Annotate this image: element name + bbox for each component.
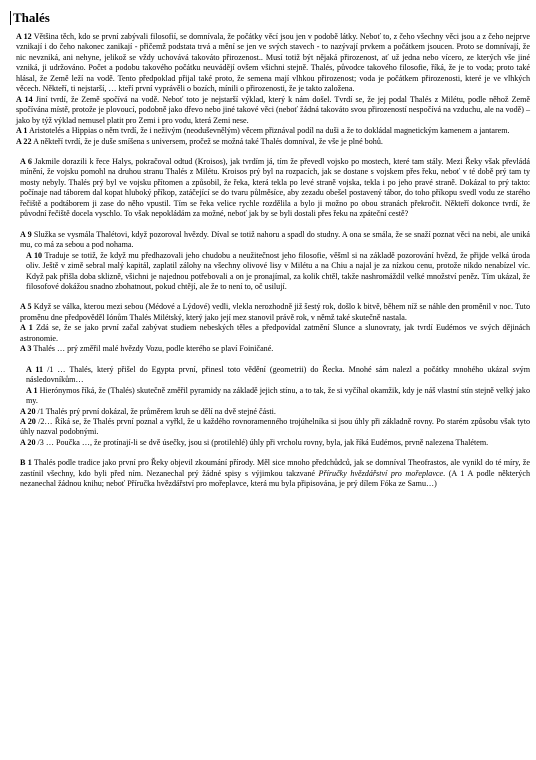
paragraph-text: … Thalés, který přišel do Egypta první, přinesl toto vědění (geometrii) do Řecka. Mnohé sám nalezl a počátky mnohého ukázal svým následovníkům… (26, 364, 530, 385)
paragraph-gap (10, 220, 530, 230)
paragraph-a20-3 (10, 438, 530, 448)
paragraph-a22 (10, 137, 530, 147)
fragment-ref: A 1 (26, 385, 38, 395)
fragment-ref-suffix: /2… (38, 416, 53, 426)
fragment-ref-suffix: /1 (37, 406, 44, 416)
paragraph-text: Traduje se totiž, že když mu předhazovali jeho chudobu a neužitečnost jeho filosofie, věšml si na základě pozorování hvězd, že přijde velká úroda oliv. Ještě v zimě sebral malý kapitál, zaplatil zálohy na všechny olivové lisy v Milétu a na Chiu a najal je za nízkou cenu, protože nikdo nenabízel víc. Když pak přišla doba sklizně, všichni je najednou potřebovali a on je pronajímal, za kolik chtěl, takže nashromáždil velké množství peněz. Tím ukázal, že filosofové dokážou snadno zbohatnout, pokud chtějí, ale že to není to, oč usilují. (26, 250, 530, 291)
fragment-ref: A 20 (20, 406, 36, 416)
fragment-ref: A 22 (16, 136, 32, 146)
fragment-ref: A 11 (26, 364, 44, 374)
paragraph-text: Služka se vysmála Thalétovi, když pozoroval hvězdy. Díval se totiž nahoru a spadl do studny. A ona se smála, že se snaží poznat věci na nebi, ale uniká mu, co má za sebou a pod nohama. (20, 229, 530, 250)
fragment-ref: A 20 (20, 437, 36, 447)
paragraph-a11 (10, 365, 530, 386)
paragraph-text: Thalés podle tradice jako první pro Řeky objevil zkoumání přírody. Měl sice mnoho předchůdců, jak se domníval Theofrastos, ale vynikl do té míry, že zastínil všechny, kdo byli před ním. Nezanechal prý žádné spisy s výjimkou takzvané (20, 458, 530, 478)
paragraph-text: Hierónymos říká, že (Thalés) skutečně změřil pyramidy na základě jejich stínu, a to tak, že si vyčíhal okamžik, kdy je náš vlastní stín stejně velký jako my. (26, 385, 530, 406)
paragraph-text: Poučka …, že protínají-li se dvě úsečky, jsou si (protilehlé) úhly při vrcholu rovny, byla, jak říká Eudémos, prvně nalezena Thalétem. (56, 437, 489, 447)
paragraph-gap (10, 355, 530, 365)
paragraph-a10 (10, 251, 530, 293)
paragraph-a5 (10, 302, 530, 323)
fragment-ref: A 10 (26, 250, 43, 260)
fragment-ref-suffix: /3 … (37, 437, 54, 447)
paragraph-a1-pyramids (10, 386, 530, 407)
paragraph-text: . (A 1 A podle některých nezanechal žádnou knihu; neboť Příručka hvězdářství pro mořeplavce, která mu byla připisována, je prý dílem Fóka ze Samu…) (20, 468, 530, 489)
paragraph-text: Většina těch, kdo se první zabývali filosofií, se domnívala, že počátky věcí jsou jen v podobě látky. Neboť to, z čeho všechny věci jsou a z čeho nejprve vznikají i do čeho nakonec zanikají - přičemž podstata trvá a mění se jen ve svých stavech - to nazývají prvkem a počátkem jsoucen. Proto se domnívají, že nic nevzniká, ani nehyne, jelikož se vždy uchovává takováto přirozenost.. Musí totiž být nějaká přirozenost, ať už jedna nebo vícero, ze kterých vše jiné vzniká, ji udržováno. Počet a podobu takového počátku neuvádějí ovšem všichni stejně. Thalés, původce takového filosofie, říká, že je to voda; proto také hlásal, že Země leží na vodě. Tento předpoklad přijal také proto, že semena mají vlhkou přirozenost; voda je počátkem přirozenosti, které je ve vlhkých věcech. Někteří, ti nejstarší, … kteří první vyprávěli o bozích, mínili o přirozenosti, že je takto založena. (16, 32, 530, 94)
paragraph-text: Jiní tvrdí, že Země spočívá na vodě. Neboť toto je nejstarší výklad, který k nám došel. Tvrdí se, že jej podal Thalés z Milétu, podle něhož Země spočívána místě, protože je plovoucí, podobně jako dřevo nebo jiné takové věci (neboť žádná takováto svou přirozeností nespočívá na vzduchu, ale na vodě) – jako by týž výklad nemusel platit pro Zemi i pro vodu, která Zemi nese. (16, 94, 530, 125)
fragment-ref: A 5 (20, 302, 32, 312)
paragraph-text: A někteří tvrdí, že je duše smíšena s universem, pročež se možná také Thalés domníval, že vše je plné bohů. (33, 136, 383, 146)
book-title: Příručky hvězdářství pro mořeplavce (318, 468, 444, 478)
paragraph-text: Když se válka, kterou mezi sebou (Médové a Lýdové) vedli, vlekla nerozhodně již šestý rok, došlo k bitvě, během níž se náhle den proměnil v noc. Tuto proměnu dne předpověděl Iónům Thalés Milétský, který jako její mez stanovil právě rok, v němž také skutečně nastala. (20, 302, 531, 322)
paragraph-gap (10, 147, 530, 157)
page-title: Thalés (13, 10, 50, 25)
paragraph-text: Thalés … prý změřil malé hvězdy Vozu, podle kterého se plaví Foiničané. (33, 344, 274, 354)
fragment-ref: A 20 (20, 416, 36, 426)
fragment-ref: A 9 (20, 229, 32, 239)
fragment-ref: A 14 (16, 94, 33, 104)
fragment-ref: A 3 (20, 344, 32, 354)
fragment-ref: A 6 (20, 156, 32, 166)
paragraph-a9 (10, 230, 530, 251)
paragraph-a1-astronomy (10, 323, 530, 344)
paragraph-a12 (10, 32, 530, 95)
paragraph-a1-soul (10, 126, 530, 136)
title-row (10, 0, 530, 32)
paragraph-text: Jakmile dorazili k řece Halys, pokračoval odtud (Kroisos), jak tvrdím já, tím že převedl vojsko po mostech, které tam stály. Mezi Řeky však převládá mínění, že vojsku pomohl na druhou stranu Thalés z Milétu. Kroisos prý byl na rozpacích, jak se dostane s vojskem přes řeku, neboť v té době prý tam ty mosty nebyly. Thalés prý byl ve vojsku přítomen a způsobil, že řeka, která tekla po levé straně vojska, tekla i po jeho pravé straně. Dokázal to prý takto: počínaje nad táborem dal kopat hluboký příkop, zatáčející se do tvaru půlměsíce, aby zezadu obešel postavený tábor, do toho příkopu svedl vodu ze starého řečiště a podtáborem ji zase do něho vpustil. Tím se řeka velice rychle rozdělila a bylo ji možno po obou stranách překročit. Někteří dokonce tvrdí, že původní řečiště docela vyschlo. To však nepokládám za možné, neboť jak by se byli dostali přes řeku na zpáteční cestě? (20, 156, 530, 219)
fragment-ref: A 1 (20, 323, 33, 333)
paragraph-text: Zdá se, že se jako první začal zabývat studiem nebeských těles a předpovídal zatmění Slunce a slunovraty, jak tvrdí Eudémos ve svých dějinách astronomie. (20, 323, 531, 343)
paragraph-gap (10, 448, 530, 458)
fragment-ref: B 1 (20, 458, 32, 468)
text-cursor (10, 11, 11, 25)
fragment-ref: A 1 (16, 126, 28, 136)
paragraph-a3 (10, 344, 530, 354)
paragraph-b1 (10, 458, 530, 489)
paragraph-a20-2 (10, 417, 530, 438)
paragraph-a20-1 (10, 407, 530, 417)
paragraph-text: Říká se, že Thalés první poznal a vyřkl, že u každého rovnoramenného trojúhelníka si jsou úhly při základně rovny. Po starém způsobu však tyto úhly nazval podobnými. (20, 416, 530, 437)
fragment-ref-suffix: /1 (47, 364, 54, 374)
paragraph-text: Aristotelés a Hippias o něm tvrdí, že i neživým (neoduševnělým) věcem přiznával podíl na duši a že to dokládal magnetickým kamenem a jantarem. (29, 126, 510, 136)
paragraph-a6 (10, 157, 530, 220)
paragraph-a14 (10, 95, 530, 126)
paragraph-gap (10, 292, 530, 302)
paragraph-text: Thalés prý první dokázal, že průměrem kruh se dělí na dvě stejné části. (45, 406, 276, 416)
fragment-ref: A 12 (16, 32, 32, 41)
